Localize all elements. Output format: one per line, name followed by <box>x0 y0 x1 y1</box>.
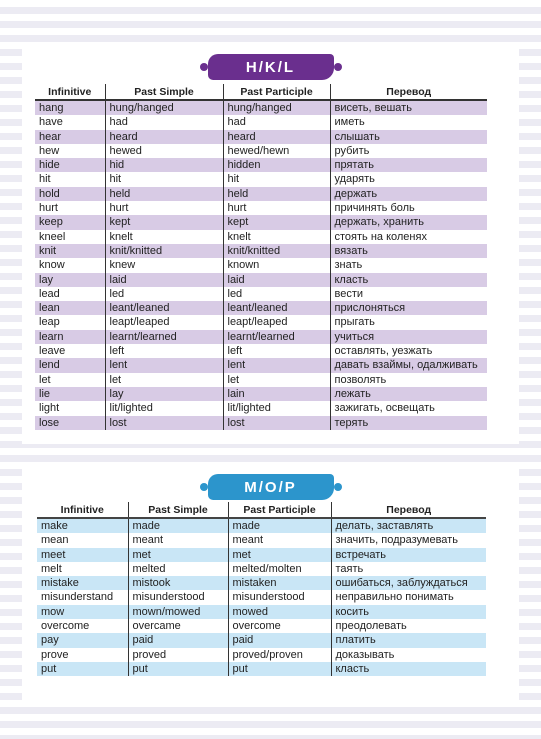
cell-translation: косить <box>331 605 486 619</box>
table-row <box>37 619 486 633</box>
cell-translation: делать, заставлять <box>331 518 486 533</box>
cell-past-simple: lit/lighted <box>105 401 223 415</box>
cell-past-simple: lent <box>105 358 223 372</box>
table-row <box>35 287 487 301</box>
cell-infinitive: learn <box>39 330 64 343</box>
table-row <box>35 201 487 215</box>
cell-translation: причинять боль <box>330 201 487 215</box>
cell-translation: преодолевать <box>331 619 486 633</box>
cell-past-simple: melted <box>128 562 228 576</box>
cell-past-participle: led <box>223 287 330 301</box>
cell-past-simple: misunderstood <box>128 590 228 604</box>
cell-past-participle: meant <box>228 533 331 547</box>
cell-past-simple: met <box>128 548 228 562</box>
cell-past-simple: mistook <box>128 576 228 590</box>
table-row <box>35 158 487 172</box>
cell-past-simple: meant <box>128 533 228 547</box>
cell-past-participle: learnt/learned <box>223 330 330 344</box>
cell-infinitive: hold <box>39 187 60 200</box>
cell-translation: знать <box>330 258 487 272</box>
table-row <box>35 115 487 129</box>
cell-translation: доказывать <box>331 648 486 662</box>
cell-past-participle: met <box>228 548 331 562</box>
table-row <box>37 518 486 533</box>
cell-past-participle: lit/lighted <box>223 401 330 415</box>
cell-past-simple: learnt/learned <box>105 330 223 344</box>
cell-past-participle: lain <box>223 387 330 401</box>
cell-past-participle: let <box>223 373 330 387</box>
cell-translation: рубить <box>330 144 487 158</box>
cell-past-participle: hit <box>223 172 330 186</box>
cell-infinitive: hit <box>39 173 51 186</box>
cell-past-participle: lost <box>223 416 330 430</box>
cell-infinitive: melt <box>41 562 62 575</box>
table-row <box>37 662 486 676</box>
cell-past-simple: paid <box>128 633 228 647</box>
cell-translation: стоять на коленях <box>330 230 487 244</box>
cell-infinitive: prove <box>41 648 69 661</box>
cell-past-participle: held <box>223 187 330 201</box>
cell-past-participle: hidden <box>223 158 330 172</box>
section-title-banner: H/K/L <box>208 54 334 80</box>
table-row <box>37 648 486 662</box>
cell-past-simple: hid <box>105 158 223 172</box>
cell-past-participle: mowed <box>228 605 331 619</box>
table-row <box>35 401 487 415</box>
table-row <box>37 533 486 547</box>
table-header-row <box>37 502 486 518</box>
cell-past-simple: left <box>105 344 223 358</box>
cell-past-participle: misunderstood <box>228 590 331 604</box>
cell-infinitive: lead <box>39 287 60 300</box>
cell-translation: ошибаться, заблуждаться <box>331 576 486 590</box>
cell-past-simple: heard <box>105 130 223 144</box>
table-row <box>35 130 487 144</box>
cell-past-participle: heard <box>223 130 330 144</box>
mop-section <box>22 462 519 702</box>
cell-translation: значить, подразумевать <box>331 533 486 547</box>
table-row <box>35 315 487 329</box>
cell-past-participle: had <box>223 115 330 129</box>
cell-past-participle: kept <box>223 215 330 229</box>
cell-past-simple: proved <box>128 648 228 662</box>
cell-infinitive: lean <box>39 302 60 315</box>
cell-infinitive: lose <box>39 416 60 429</box>
header-past-simple: Past Simple <box>105 84 223 100</box>
cell-past-participle: mistaken <box>228 576 331 590</box>
table-row <box>35 416 487 430</box>
header-translation: Перевод <box>331 502 486 518</box>
table-row <box>35 244 487 258</box>
cell-translation: лежать <box>330 387 487 401</box>
cell-past-simple: overcame <box>128 619 228 633</box>
cell-past-simple: hewed <box>105 144 223 158</box>
cell-translation: учиться <box>330 330 487 344</box>
cell-infinitive: hurt <box>39 202 58 215</box>
table-row <box>37 576 486 590</box>
cell-past-participle: hewed/hewn <box>223 144 330 158</box>
cell-translation: вязать <box>330 244 487 258</box>
cell-past-participle: made <box>228 518 331 533</box>
cell-past-participle: knit/knitted <box>223 244 330 258</box>
cell-past-participle: paid <box>228 633 331 647</box>
cell-infinitive: leave <box>39 345 66 358</box>
cell-infinitive: make <box>41 520 68 532</box>
cell-past-simple: lost <box>105 416 223 430</box>
cell-translation: висеть, вешать <box>330 100 487 115</box>
table-row <box>37 605 486 619</box>
cell-translation: держать <box>330 187 487 201</box>
cell-infinitive: have <box>39 116 63 129</box>
table-row <box>35 344 487 358</box>
header-infinitive: Infinitive <box>48 85 92 98</box>
cell-past-participle: leapt/leaped <box>223 315 330 329</box>
section-title-banner: M/O/P <box>208 474 334 500</box>
cell-translation: ударять <box>330 172 487 186</box>
cell-past-simple: hit <box>105 172 223 186</box>
cell-infinitive: keep <box>39 216 63 229</box>
hkl-section <box>22 44 519 444</box>
header-translation: Перевод <box>330 84 487 100</box>
cell-translation: прятать <box>330 158 487 172</box>
table-row <box>35 187 487 201</box>
cell-past-simple: lay <box>105 387 223 401</box>
cell-past-participle: put <box>228 662 331 676</box>
cell-past-simple: mown/mowed <box>128 605 228 619</box>
cell-past-simple: had <box>105 115 223 129</box>
cell-past-simple: hung/hanged <box>105 100 223 115</box>
cell-infinitive: mow <box>41 605 65 618</box>
cell-infinitive: hang <box>39 102 64 114</box>
cell-infinitive: hew <box>39 144 60 157</box>
cell-past-participle: melted/molten <box>228 562 331 576</box>
cell-infinitive: mistake <box>41 577 79 590</box>
cell-past-simple: let <box>105 373 223 387</box>
cell-past-simple: made <box>128 518 228 533</box>
table-row <box>37 633 486 647</box>
cell-translation: позволять <box>330 373 487 387</box>
cell-past-simple: hurt <box>105 201 223 215</box>
cell-translation: таять <box>331 562 486 576</box>
cell-infinitive: lend <box>39 359 60 372</box>
cell-translation: зажигать, освещать <box>330 401 487 415</box>
cell-infinitive: lay <box>39 273 54 286</box>
cell-translation: прислоняться <box>330 301 487 315</box>
cell-past-participle: left <box>223 344 330 358</box>
cell-infinitive: kneel <box>39 230 66 243</box>
table-row <box>35 144 487 158</box>
cell-infinitive: light <box>39 402 60 415</box>
header-past-participle: Past Participle <box>228 502 331 518</box>
cell-translation: неправильно понимать <box>331 590 486 604</box>
table-row <box>37 548 486 562</box>
table-row <box>35 258 487 272</box>
cell-translation: терять <box>330 416 487 430</box>
table-header-row <box>35 84 487 100</box>
table-row <box>37 590 486 604</box>
table-row <box>35 330 487 344</box>
cell-past-simple: laid <box>105 273 223 287</box>
cell-translation: встречать <box>331 548 486 562</box>
cell-past-participle: known <box>223 258 330 272</box>
cell-past-simple: knit/knitted <box>105 244 223 258</box>
cell-infinitive: knit <box>39 244 57 257</box>
cell-infinitive: know <box>39 259 65 272</box>
table-row <box>35 273 487 287</box>
verb-table <box>35 84 487 430</box>
header-past-participle: Past Participle <box>223 84 330 100</box>
cell-translation: класть <box>330 273 487 287</box>
cell-infinitive: leap <box>39 316 60 329</box>
cell-past-participle: hung/hanged <box>223 100 330 115</box>
header-past-simple: Past Simple <box>128 502 228 518</box>
cell-past-simple: kept <box>105 215 223 229</box>
cell-past-participle: hurt <box>223 201 330 215</box>
cell-past-participle: lent <box>223 358 330 372</box>
table-row <box>35 100 487 115</box>
cell-past-simple: led <box>105 287 223 301</box>
cell-infinitive: mean <box>41 534 69 547</box>
cell-translation: класть <box>331 662 486 676</box>
cell-translation: давать взаймы, одалживать <box>330 358 487 372</box>
cell-past-simple: leant/leaned <box>105 301 223 315</box>
cell-infinitive: pay <box>41 634 59 647</box>
cell-past-participle: knelt <box>223 230 330 244</box>
cell-translation: слышать <box>330 130 487 144</box>
cell-infinitive: overcome <box>41 620 90 633</box>
cell-past-simple: leapt/leaped <box>105 315 223 329</box>
table-row <box>35 230 487 244</box>
table-row <box>35 301 487 315</box>
cell-translation: платить <box>331 633 486 647</box>
cell-translation: прыгать <box>330 315 487 329</box>
header-infinitive: Infinitive <box>60 503 104 516</box>
table-row <box>35 373 487 387</box>
cell-past-participle: leant/leaned <box>223 301 330 315</box>
cell-translation: оставлять, уезжать <box>330 344 487 358</box>
cell-infinitive: let <box>39 373 51 386</box>
table-row <box>35 172 487 186</box>
cell-infinitive: hide <box>39 159 60 172</box>
cell-infinitive: meet <box>41 548 66 561</box>
cell-infinitive: put <box>41 662 57 675</box>
cell-past-participle: laid <box>223 273 330 287</box>
table-row <box>35 387 487 401</box>
cell-translation: вести <box>330 287 487 301</box>
cell-past-participle: overcome <box>228 619 331 633</box>
verb-table <box>37 502 486 676</box>
cell-past-simple: held <box>105 187 223 201</box>
cell-infinitive: hear <box>39 130 62 143</box>
cell-past-simple: knelt <box>105 230 223 244</box>
cell-past-simple: put <box>128 662 228 676</box>
cell-past-participle: proved/proven <box>228 648 331 662</box>
cell-infinitive: lie <box>39 387 51 400</box>
cell-past-simple: knew <box>105 258 223 272</box>
table-row <box>35 358 487 372</box>
cell-infinitive: misunderstand <box>41 591 114 604</box>
table-row <box>35 215 487 229</box>
cell-translation: иметь <box>330 115 487 129</box>
cell-translation: держать, хранить <box>330 215 487 229</box>
table-row <box>37 562 486 576</box>
